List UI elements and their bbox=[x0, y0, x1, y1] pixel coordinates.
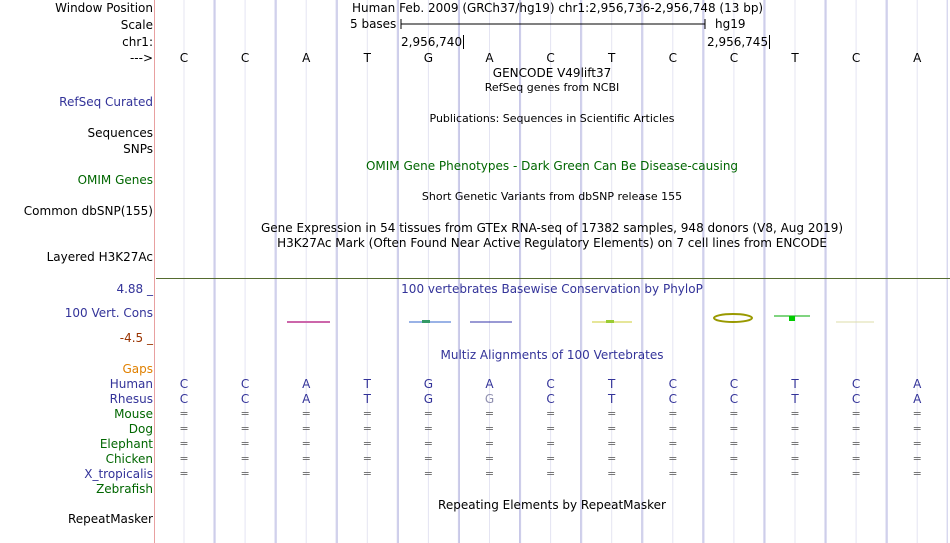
refseq-track-label[interactable]: RefSeq Curated bbox=[59, 95, 153, 109]
h3k27-track-title[interactable]: H3K27Ac Mark (Often Found Near Active Regulatory Elements) on 7 cell lines from ENCODE bbox=[277, 236, 827, 250]
coord-right: 2,956,745 bbox=[707, 35, 769, 49]
conservation-plot[interactable] bbox=[154, 305, 950, 333]
alignment-base: C bbox=[546, 377, 555, 391]
alignment-base: = bbox=[179, 407, 189, 420]
alignment-base: = bbox=[179, 437, 189, 450]
alignment-base: = bbox=[484, 437, 495, 450]
coord-left: 2,956,740 bbox=[401, 35, 463, 49]
alignment-base: = bbox=[423, 452, 433, 465]
alignment-base: = bbox=[729, 407, 739, 420]
alignment-base: = bbox=[912, 437, 922, 450]
species-label[interactable]: Zebrafish bbox=[96, 482, 153, 496]
alignment-base: = bbox=[668, 467, 678, 480]
omim-track-label[interactable]: OMIM Genes bbox=[77, 173, 153, 187]
alignment-base: = bbox=[545, 452, 556, 465]
species-label[interactable]: Chicken bbox=[105, 452, 153, 466]
cons-track-title[interactable]: 100 vertebrates Basewise Conservation by PhyloP bbox=[401, 282, 703, 296]
alignment-base: = bbox=[729, 437, 739, 450]
alignment-base: = bbox=[362, 452, 372, 465]
alignment-base: = bbox=[668, 452, 678, 465]
base-letter: G bbox=[423, 51, 434, 65]
species-label[interactable]: Dog bbox=[128, 422, 153, 436]
species-label[interactable]: X_tropicalis bbox=[84, 467, 153, 481]
strand-label: ---> bbox=[129, 51, 153, 65]
scale-bar bbox=[400, 17, 706, 31]
alignment-base: C bbox=[729, 377, 739, 391]
alignment-base: C bbox=[851, 392, 861, 406]
alignment-base: = bbox=[729, 452, 739, 465]
alignment-base: = bbox=[362, 467, 372, 480]
sequences-track-label[interactable]: Sequences bbox=[87, 126, 153, 140]
alignment-base: = bbox=[545, 422, 556, 435]
alignment-base: = bbox=[301, 422, 311, 435]
alignment-base: A bbox=[302, 377, 311, 391]
alignment-base: = bbox=[607, 437, 617, 450]
alignment-base: A bbox=[302, 392, 311, 406]
window-position-label: Window Position bbox=[55, 1, 153, 15]
alignment-base: T bbox=[363, 392, 371, 406]
alignment-base: = bbox=[545, 407, 556, 420]
alignment-base: = bbox=[912, 467, 922, 480]
alignment-base: = bbox=[301, 407, 311, 420]
base-letter: T bbox=[608, 51, 616, 65]
alignment-base: C bbox=[179, 377, 189, 391]
alignment-base: G bbox=[484, 392, 495, 406]
alignment-base: G bbox=[423, 392, 434, 406]
species-label[interactable]: Mouse bbox=[114, 407, 153, 421]
alignment-base: A bbox=[485, 377, 494, 391]
base-letter: T bbox=[363, 51, 371, 65]
alignment-base: C bbox=[668, 392, 677, 406]
alignment-base: = bbox=[790, 437, 800, 450]
scale-length: 5 bases bbox=[350, 17, 397, 31]
alignment-base: = bbox=[912, 407, 922, 420]
alignment-base: = bbox=[362, 407, 372, 420]
base-letter: C bbox=[179, 51, 189, 65]
base-letter: A bbox=[913, 51, 922, 65]
alignment-base: = bbox=[484, 422, 495, 435]
gencode-track-title[interactable]: GENCODE V49lift37 bbox=[492, 66, 612, 80]
alignment-base: = bbox=[179, 467, 189, 480]
alignment-base: = bbox=[362, 422, 372, 435]
alignment-base: T bbox=[608, 377, 616, 391]
alignment-base: T bbox=[791, 377, 799, 391]
alignment-base: C bbox=[729, 392, 739, 406]
alignment-base: = bbox=[851, 467, 861, 480]
alignment-base: C bbox=[179, 392, 189, 406]
alignment-base: T bbox=[363, 377, 371, 391]
alignment-base: = bbox=[301, 452, 311, 465]
alignment-base: = bbox=[179, 422, 189, 435]
refseq-track-subtitle[interactable]: RefSeq genes from NCBI bbox=[484, 81, 620, 94]
snps-track-label[interactable]: SNPs bbox=[123, 142, 153, 156]
alignment-base: = bbox=[545, 467, 556, 480]
base-letter: C bbox=[240, 51, 250, 65]
base-letter: A bbox=[302, 51, 311, 65]
alignment-base: = bbox=[851, 452, 861, 465]
alignment-base: = bbox=[545, 437, 556, 450]
dbsnp-track-title[interactable]: Short Genetic Variants from dbSNP release 155 bbox=[421, 190, 683, 203]
alignment-base: C bbox=[851, 377, 861, 391]
gtex-track-title[interactable]: Gene Expression in 54 tissues from GTEx RNA-seq of 17382 samples, 948 donors (V8, Aug 2019) bbox=[260, 221, 844, 235]
alignment-base: = bbox=[423, 467, 433, 480]
alignment-base: T bbox=[791, 392, 799, 406]
alignment-base: = bbox=[790, 467, 800, 480]
alignment-base: C bbox=[240, 377, 250, 391]
alignment-base: = bbox=[301, 467, 311, 480]
alignment-base: = bbox=[729, 422, 739, 435]
alignment-base: C bbox=[668, 377, 677, 391]
alignment-base: = bbox=[668, 422, 678, 435]
alignment-base: = bbox=[362, 437, 372, 450]
alignment-base: = bbox=[851, 422, 861, 435]
alignment-base: = bbox=[790, 422, 800, 435]
alignment-base: = bbox=[179, 452, 189, 465]
alignment-base: = bbox=[729, 467, 739, 480]
alignment-base: = bbox=[484, 467, 495, 480]
alignment-base: A bbox=[913, 377, 922, 391]
pubs-track-title[interactable]: Publications: Sequences in Scientific Articles bbox=[429, 112, 675, 125]
alignment-base: = bbox=[240, 437, 250, 450]
alignment-base: = bbox=[851, 407, 861, 420]
alignment-base: = bbox=[912, 422, 922, 435]
base-letter: C bbox=[668, 51, 677, 65]
cons-max-value: 4.88 _ bbox=[116, 282, 153, 296]
base-letter: C bbox=[729, 51, 739, 65]
base-letter: C bbox=[546, 51, 555, 65]
scale-db: hg19 bbox=[715, 17, 746, 31]
alignment-base: = bbox=[240, 467, 250, 480]
species-label[interactable]: Human bbox=[109, 377, 153, 391]
alignment-base: = bbox=[301, 437, 311, 450]
alignment-base: G bbox=[423, 377, 434, 391]
alignment-base: = bbox=[668, 437, 678, 450]
alignment-base: = bbox=[790, 407, 800, 420]
alignment-base: = bbox=[607, 422, 617, 435]
alignment-base: = bbox=[607, 467, 617, 480]
alignment-base: C bbox=[546, 392, 555, 406]
alignment-base: C bbox=[240, 392, 250, 406]
track-divider bbox=[156, 278, 950, 279]
alignment-base: = bbox=[607, 407, 617, 420]
cons-min-value: -4.5 _ bbox=[119, 331, 153, 345]
alignment-base: = bbox=[240, 407, 250, 420]
base-letter: T bbox=[791, 51, 799, 65]
alignment-base: T bbox=[608, 392, 616, 406]
alignment-base: = bbox=[484, 407, 495, 420]
repeat-track-label[interactable]: RepeatMasker bbox=[67, 512, 153, 526]
window-position-value[interactable]: Human Feb. 2009 (GRCh37/hg19) chr1:2,956,736-2,956,748 (13 bp) bbox=[352, 1, 764, 15]
chrom-label: chr1: bbox=[122, 35, 153, 49]
species-label[interactable]: Elephant bbox=[99, 437, 153, 451]
alignment-base: A bbox=[913, 392, 922, 406]
alignment-base: = bbox=[851, 437, 861, 450]
base-letter: C bbox=[851, 51, 861, 65]
cons-track-label[interactable]: 100 Vert. Cons bbox=[64, 306, 153, 320]
alignment-base: = bbox=[912, 452, 922, 465]
species-label[interactable]: Rhesus bbox=[109, 392, 153, 406]
gaps-track-label[interactable]: Gaps bbox=[122, 362, 153, 376]
alignment-base: = bbox=[668, 407, 678, 420]
alignment-base: = bbox=[607, 452, 617, 465]
scale-label: Scale bbox=[120, 18, 153, 32]
alignment-base: = bbox=[484, 452, 495, 465]
alignment-base: = bbox=[240, 452, 250, 465]
alignment-base: = bbox=[240, 422, 250, 435]
base-letter: A bbox=[485, 51, 494, 65]
alignment-base: = bbox=[423, 437, 433, 450]
alignment-base: = bbox=[423, 422, 433, 435]
omim-track-title[interactable]: OMIM Gene Phenotypes - Dark Green Can Be Disease-causing bbox=[365, 159, 739, 173]
h3k27-track-label[interactable]: Layered H3K27Ac bbox=[46, 250, 153, 264]
alignment-base: = bbox=[790, 452, 800, 465]
dbsnp-track-label[interactable]: Common dbSNP(155) bbox=[23, 204, 153, 218]
repeat-track-title[interactable]: Repeating Elements by RepeatMasker bbox=[438, 498, 666, 512]
alignment-base: = bbox=[423, 407, 433, 420]
multiz-track-title[interactable]: Multiz Alignments of 100 Vertebrates bbox=[440, 348, 664, 362]
